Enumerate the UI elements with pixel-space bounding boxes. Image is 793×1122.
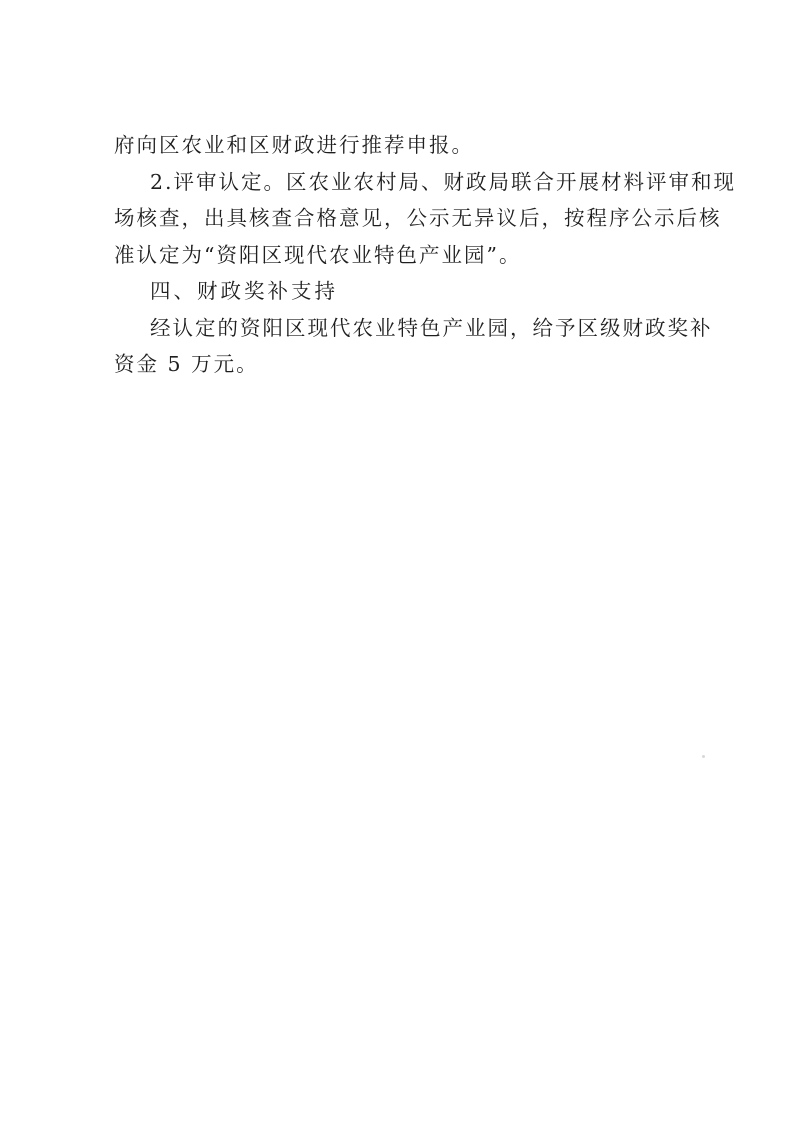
subsidy-paragraph-line-1: 经认定的资阳区现代农业特色产业园，给予区级财政奖补 [150, 315, 713, 340]
review-paragraph-line-3: 准认定为“资阳区现代农业特色产业园”。 [114, 242, 522, 267]
document-body [114, 127, 737, 383]
review-paragraph-line-2: 场核查，出具核查合格意见，公示无异议后，按程序公示后核 [114, 206, 722, 230]
scan-speck [702, 755, 705, 758]
subsidy-paragraph-line-2: 资金 5 万元。 [114, 352, 259, 376]
review-paragraph-line-1: 2.评审认定。区农业农村局、财政局联合开展材料评审和现 [150, 169, 737, 194]
section-heading-financial-support: 四、财政奖补支持 [150, 279, 338, 303]
body-line-1: 府向区农业和区财政进行推荐申报。 [114, 133, 474, 157]
